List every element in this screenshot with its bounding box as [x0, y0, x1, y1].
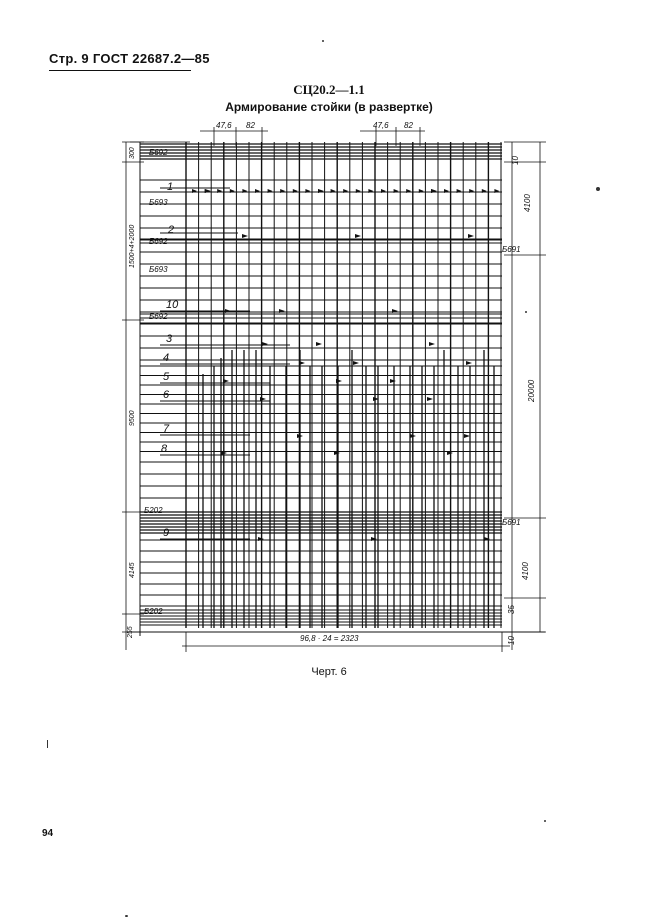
scan-speck [596, 187, 600, 191]
left-dim-9500: 9500 [129, 410, 136, 426]
drawing-subtitle: Армирование стойки (в развертке) [225, 100, 433, 114]
bar-arrow [429, 342, 435, 346]
top-dim-82-right: 82 [404, 121, 413, 130]
mark-b692-2: Б692 [149, 237, 168, 246]
top-dim-82-left: 82 [246, 121, 255, 130]
pos-8: 8 [161, 443, 168, 455]
top-dim-47-6-right: 47,6 [373, 121, 389, 130]
pos-4: 4 [163, 352, 170, 364]
bottom-dim-2323: 96,8 · 24 = 2323 [300, 634, 359, 643]
scan-speck [525, 311, 527, 313]
bar-arrow [468, 234, 474, 238]
left-dim-4145: 4145 [129, 562, 136, 578]
right-dim-10-top: 10 [511, 156, 520, 165]
mark-b691-bottom: Б691 [502, 518, 521, 527]
reinforcement-drawing [110, 115, 560, 660]
left-dim-300: 300 [129, 147, 136, 159]
pos-7: 7 [163, 423, 170, 435]
bar-arrow [466, 361, 472, 365]
mark-b692-top: Б692 [149, 148, 168, 157]
mark-b693-1: Б693 [149, 198, 168, 207]
right-dim-10-bottom: 10 [507, 636, 516, 645]
scan-speck [47, 740, 48, 748]
mark-b692-3: Б692 [149, 312, 168, 321]
bar-arrow [260, 397, 266, 401]
bar-arrow [355, 234, 361, 238]
mark-b202-top: Б202 [144, 506, 163, 515]
right-dim-4100-top: 4100 [523, 194, 532, 212]
bar-arrow [353, 361, 359, 365]
bar-arrow [223, 379, 229, 383]
bar-arrow [316, 342, 322, 346]
pos-3: 3 [166, 333, 173, 345]
pos-5: 5 [163, 371, 170, 383]
scan-speck [125, 915, 128, 917]
pos-10: 10 [166, 299, 179, 311]
bar-arrows [192, 189, 499, 541]
scan-speck [544, 820, 546, 822]
pos-9: 9 [163, 527, 170, 539]
header-underline [49, 70, 191, 71]
bar-arrow [427, 397, 433, 401]
pos-2: 2 [168, 224, 175, 236]
page-header: Стр. 9 ГОСТ 22687.2—85 [49, 51, 210, 66]
left-dim-255: 255 [127, 626, 134, 638]
pos-1: 1 [167, 181, 174, 193]
right-dim-4100-bottom: 4100 [521, 562, 530, 580]
scan-speck [322, 40, 324, 42]
mark-b691-top: Б691 [502, 245, 521, 254]
pos-6: 6 [163, 389, 170, 401]
drawing-title: СЦ20.2—1.1 [293, 82, 365, 97]
top-dim-47-6-left: 47,6 [216, 121, 232, 130]
bar-arrow [336, 379, 342, 383]
left-dim-1500-4-2000: 1500+4+2000 [129, 224, 136, 268]
bar-arrow [390, 379, 396, 383]
bar-arrow [299, 361, 305, 365]
mark-b693-2: Б693 [149, 265, 168, 274]
figure-caption: Черт. 6 [311, 666, 347, 678]
bar-arrow [464, 434, 470, 438]
page-number: 94 [42, 828, 54, 839]
right-dim-35: 35 [507, 605, 516, 614]
bar-arrow [242, 234, 248, 238]
reinforcement-grid [130, 142, 545, 636]
mark-b202-bottom: Б202 [144, 607, 163, 616]
right-dim-20000: 20000 [527, 379, 536, 402]
